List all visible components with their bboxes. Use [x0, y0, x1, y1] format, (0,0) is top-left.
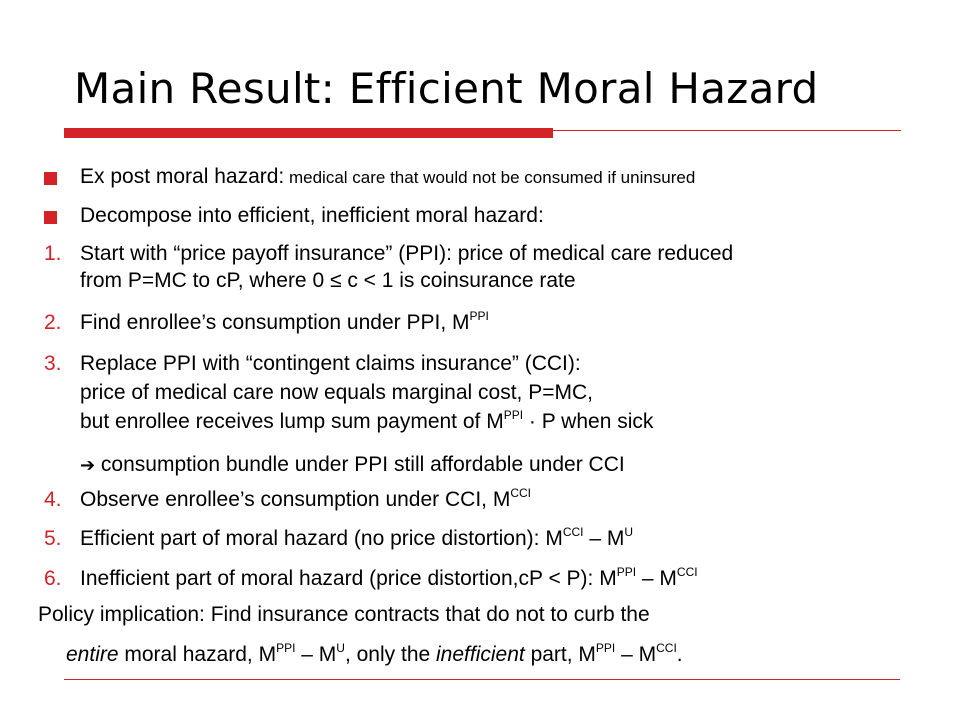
step-4-text: Observe enrollee’s consumption under CCI, M: [80, 488, 511, 511]
slide-title: Main Result: Efficient Moral Hazard: [74, 64, 819, 113]
step-3-line-1: Replace PPI with “contingent claims insurance” (CCI):: [80, 352, 581, 375]
step-6-text: Inefficient part of moral hazard (price distortion,cP < P): M: [80, 567, 617, 590]
step-2-text: Find enrollee’s consumption under PPI, M: [80, 311, 470, 334]
step-number: 4.: [44, 488, 62, 511]
superscript-cci: CCI: [656, 641, 677, 655]
superscript-ppi: PPI: [503, 408, 524, 422]
superscript-ppi: PPI: [616, 565, 637, 579]
bullet-decompose: Decompose into efficient, inefficient moral hazard:: [80, 204, 544, 227]
step-number: 1.: [44, 242, 62, 265]
step-5-text: Efficient part of moral hazard (no price distortion): M: [80, 527, 563, 550]
bullet-ex-post: [80, 164, 695, 190]
right-arrow-icon: ➔: [80, 455, 96, 476]
step-number: 3.: [44, 352, 62, 375]
step-3-line-3-text: but enrollee receives lump sum payment of M: [80, 410, 504, 433]
policy-seg: part, M: [524, 643, 596, 666]
step-3-line-3-tail: · P when sick: [523, 410, 654, 433]
step-3-line-2: price of medical care now equals marginal cost, P=MC,: [80, 381, 593, 404]
title-underline-thin: [553, 130, 901, 131]
superscript-ppi: PPI: [595, 641, 616, 655]
policy-entire: entire: [66, 643, 119, 666]
superscript-u: U: [624, 525, 634, 539]
step-6-mid: – M: [636, 567, 677, 590]
step-1-line-1: Start with “price payoff insurance” (PPI): price of medical care reduced: [80, 242, 734, 265]
policy-seg: .: [676, 643, 683, 666]
step-6: [80, 566, 698, 591]
policy-seg: , only the: [344, 643, 437, 666]
bullet-square-icon: [44, 211, 57, 224]
policy-line-1: Policy implication: Find insurance contracts that do not to curb the: [38, 603, 650, 626]
policy-seg: – M: [615, 643, 657, 666]
arrow-consequence-text: consumption bundle under PPI still affordable under CCI: [95, 453, 625, 476]
superscript-cci: CCI: [562, 525, 584, 539]
arrow-consequence: [80, 452, 625, 478]
step-3-line-3: [80, 409, 653, 434]
title-underline-bar: [64, 128, 553, 138]
step-number: 5.: [44, 527, 62, 550]
bullet-ex-post-main: Ex post moral hazard:: [80, 165, 285, 188]
step-4: [80, 487, 531, 512]
superscript-u: U: [336, 641, 345, 655]
footer-rule: [64, 679, 900, 680]
step-5: [80, 526, 633, 551]
superscript-cci: CCI: [676, 565, 698, 579]
policy-line-2: [66, 642, 683, 667]
superscript-cci: CCI: [510, 486, 531, 500]
step-2: [80, 310, 489, 335]
step-number: 2.: [44, 311, 62, 334]
superscript-ppi: PPI: [469, 309, 489, 323]
policy-seg: moral hazard, M: [118, 643, 277, 666]
bullet-square-icon: [44, 172, 57, 185]
step-number: 6.: [44, 567, 62, 590]
step-1-line-2: from P=MC to cP, where 0 ≤ c < 1 is coinsurance rate: [80, 269, 576, 292]
bullet-ex-post-detail: medical care that would not be consumed if uninsured: [284, 168, 696, 187]
superscript-ppi: PPI: [276, 641, 296, 655]
step-5-mid: – M: [583, 527, 625, 550]
policy-seg: – M: [295, 643, 337, 666]
policy-inefficient: inefficient: [436, 643, 525, 666]
